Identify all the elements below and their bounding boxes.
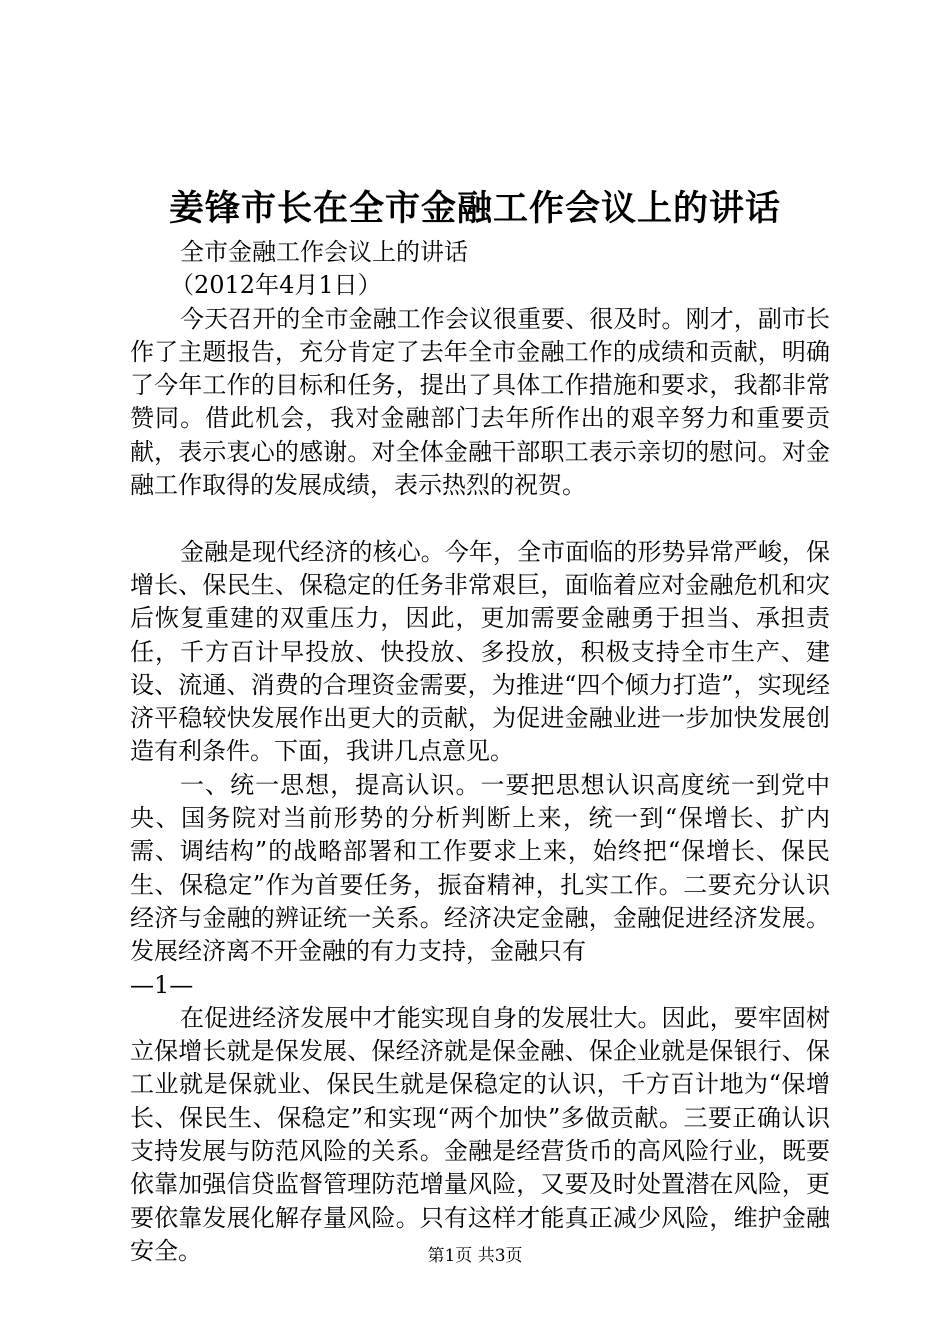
paragraph-continued: 在促进经济发展中才能实现自身的发展壮大。因此，要牢固树立保增长就是保发展、保经济就是保金融、保企业就是保银行、保工业就是保就业、保民生就是保稳定的认识，千方百计地为“保增长、保民生、保稳定”和实现“两个加快”多做贡献。三要正确认识支持发展与防范风险的关系。金融是经营货币的高风险行业，既要依靠加强信贷监督管理防范增量风险，又要及时处置潜在风险，更要依靠发展化解存量风险。只有这样才能真正减少风险，维护金融安全。 (130, 1003, 830, 1265)
document-subtitle: 全市金融工作会议上的讲话 (180, 238, 468, 266)
document-body (130, 236, 830, 1268)
paragraph-core: 金融是现代经济的核心。今年，全市面临的形势异常严峻，保增长、保民生、保稳定的任务非常艰巨，面临着应对金融危机和灾后恢复重建的双重压力，因此，更加需要金融勇于担当、承担责任，千方百计早投放、快投放、多投放，积极支持全市生产、建设、流通、消费的合理资金需要，为推进“四个倾力打造”，实现经济平稳较快发展作出更大的贡献，为促进金融业进一步加快发展创造有利条件。下面，我讲几点意见。 (130, 537, 830, 766)
document-title: 姜锋市长在全市金融工作会议上的讲话 (168, 188, 781, 229)
inline-page-marker: —1— (130, 970, 194, 999)
paragraph-opening: 今天召开的全市金融工作会议很重要、很及时。刚才，副市长作了主题报告，充分肯定了去年全市金融工作的成绩和贡献，明确了今年工作的目标和任务，提出了具体工作措施和要求，我都非常赞同。借此机会，我对金融部门去年所作出的艰辛努力和重要贡献，表示衷心的感谢。对全体金融干部职工表示亲切的慰问。对金融工作取得的发展成绩，表示热烈的祝贺。 (130, 304, 830, 500)
page-footer: 第1页 共3页 (427, 1246, 523, 1266)
paragraph-spacer (130, 502, 830, 535)
paragraph-point-one: 一、统一思想，提高认识。一要把思想认识高度统一到党中央、国务院对当前形势的分析判断上来，统一到“保增长、扩内需、调结构”的战略部署和工作要求上来，始终把“保增长、保民生、保稳定”作为首要任务，振奋精神，扎实工作。二要充分认识经济与金融的辨证统一关系。经济决定金融，金融促进经济发展。发展经济离不开金融的有力支持，金融只有 (130, 770, 830, 966)
document-date: （2012年4月1日） (170, 271, 382, 300)
